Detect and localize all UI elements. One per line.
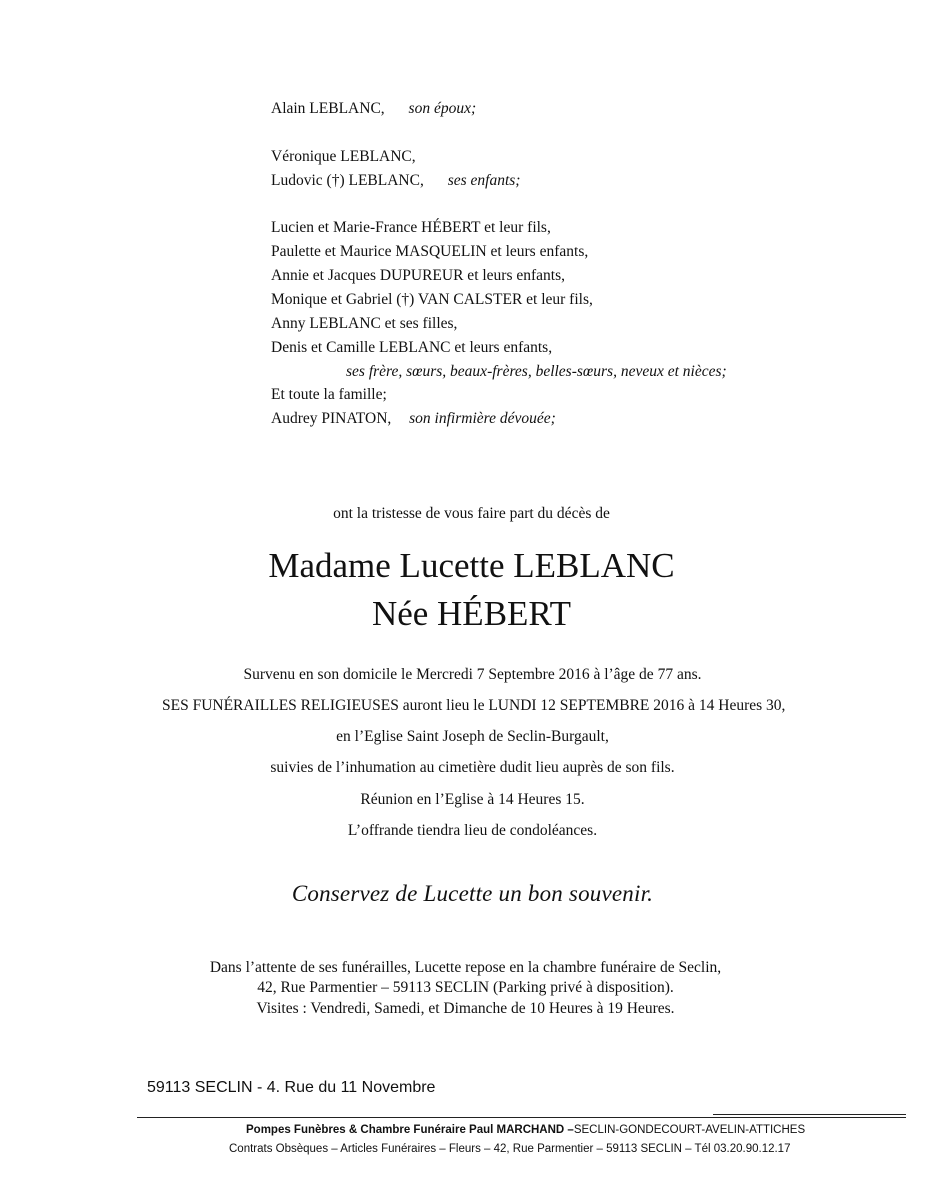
sibling-3: Annie et Jacques DUPUREUR et leurs enfants, <box>271 267 566 284</box>
maiden-name: Née HÉBERT <box>371 594 572 633</box>
husband-line <box>271 99 476 119</box>
child-2-name: Ludovic (†) LEBLANC, <box>271 172 424 189</box>
footer-company-line <box>246 1124 805 1136</box>
footer-rule-short <box>713 1114 906 1115</box>
deceased-name: Madame Lucette LEBLANC <box>268 546 675 585</box>
announcement-intro: ont la tristesse de vous faire part du décès de <box>333 505 610 522</box>
funeral-line-5: Réunion en l’Eglise à 14 Heures 15. <box>360 791 585 808</box>
visitation-line-1: Dans l’attente de ses funérailles, Lucette repose en la chambre funéraire de Seclin, <box>209 959 722 976</box>
husband-role: son époux; <box>408 100 477 117</box>
sibling-4: Monique et Gabriel (†) VAN CALSTER et leur fils, <box>271 291 593 308</box>
child-2-line <box>271 171 520 191</box>
husband-name: Alain LEBLANC, <box>271 100 385 117</box>
motto: Conservez de Lucette un bon souvenir. <box>291 881 654 906</box>
funeral-line-6: L’offrande tiendra lieu de condoléances. <box>347 822 598 839</box>
sibling-1: Lucien et Marie-France HÉBERT et leur fils, <box>271 219 551 236</box>
footer-company-name: Pompes Funèbres & Chambre Funéraire Paul MARCHAND – <box>246 1124 574 1136</box>
funeral-line-3: en l’Eglise Saint Joseph de Seclin-Burgault, <box>336 728 609 745</box>
footer-services: Contrats Obsèques – Articles Funéraires – Fleurs – 42, Rue Parmentier – 59113 SECLIN – Tél 03.20.90.12.17 <box>229 1143 791 1155</box>
child-1: Véronique LEBLANC, <box>271 148 416 165</box>
footer-address: 59113 SECLIN - 4. Rue du 11 Novembre <box>147 1079 436 1096</box>
nurse-line <box>271 409 556 429</box>
others-line: Et toute la famille; <box>271 386 387 403</box>
nurse-role: son infirmière dévouée; <box>409 410 556 427</box>
siblings-role: ses frère, sœurs, beaux-frères, belles-sœurs, neveux et nièces; <box>346 363 727 380</box>
visitation-line-2: 42, Rue Parmentier – 59113 SECLIN (Parking privé à disposition). <box>257 979 674 996</box>
sibling-5: Anny LEBLANC et ses filles, <box>271 315 458 332</box>
children-role: ses enfants; <box>447 172 521 189</box>
footer-company-cities: SECLIN-GONDECOURT-AVELIN-ATTICHES <box>573 1124 806 1136</box>
visitation-line-3: Visites : Vendredi, Samedi, et Dimanche de 10 Heures à 19 Heures. <box>256 1000 675 1017</box>
funeral-line-4: suivies de l’inhumation au cimetière dudit lieu auprès de son fils. <box>270 759 675 776</box>
sibling-6: Denis et Camille LEBLANC et leurs enfants, <box>271 339 553 356</box>
footer-rule-long <box>137 1117 906 1118</box>
nurse-name: Audrey PINATON, <box>271 410 392 427</box>
funeral-line-2: SES FUNÉRAILLES RELIGIEUSES auront lieu le LUNDI 12 SEPTEMBRE 2016 à 14 Heures 30, <box>162 697 786 714</box>
sibling-2: Paulette et Maurice MASQUELIN et leurs enfants, <box>271 243 589 260</box>
funeral-line-1: Survenu en son domicile le Mercredi 7 Septembre 2016 à l’âge de 77 ans. <box>243 666 702 683</box>
